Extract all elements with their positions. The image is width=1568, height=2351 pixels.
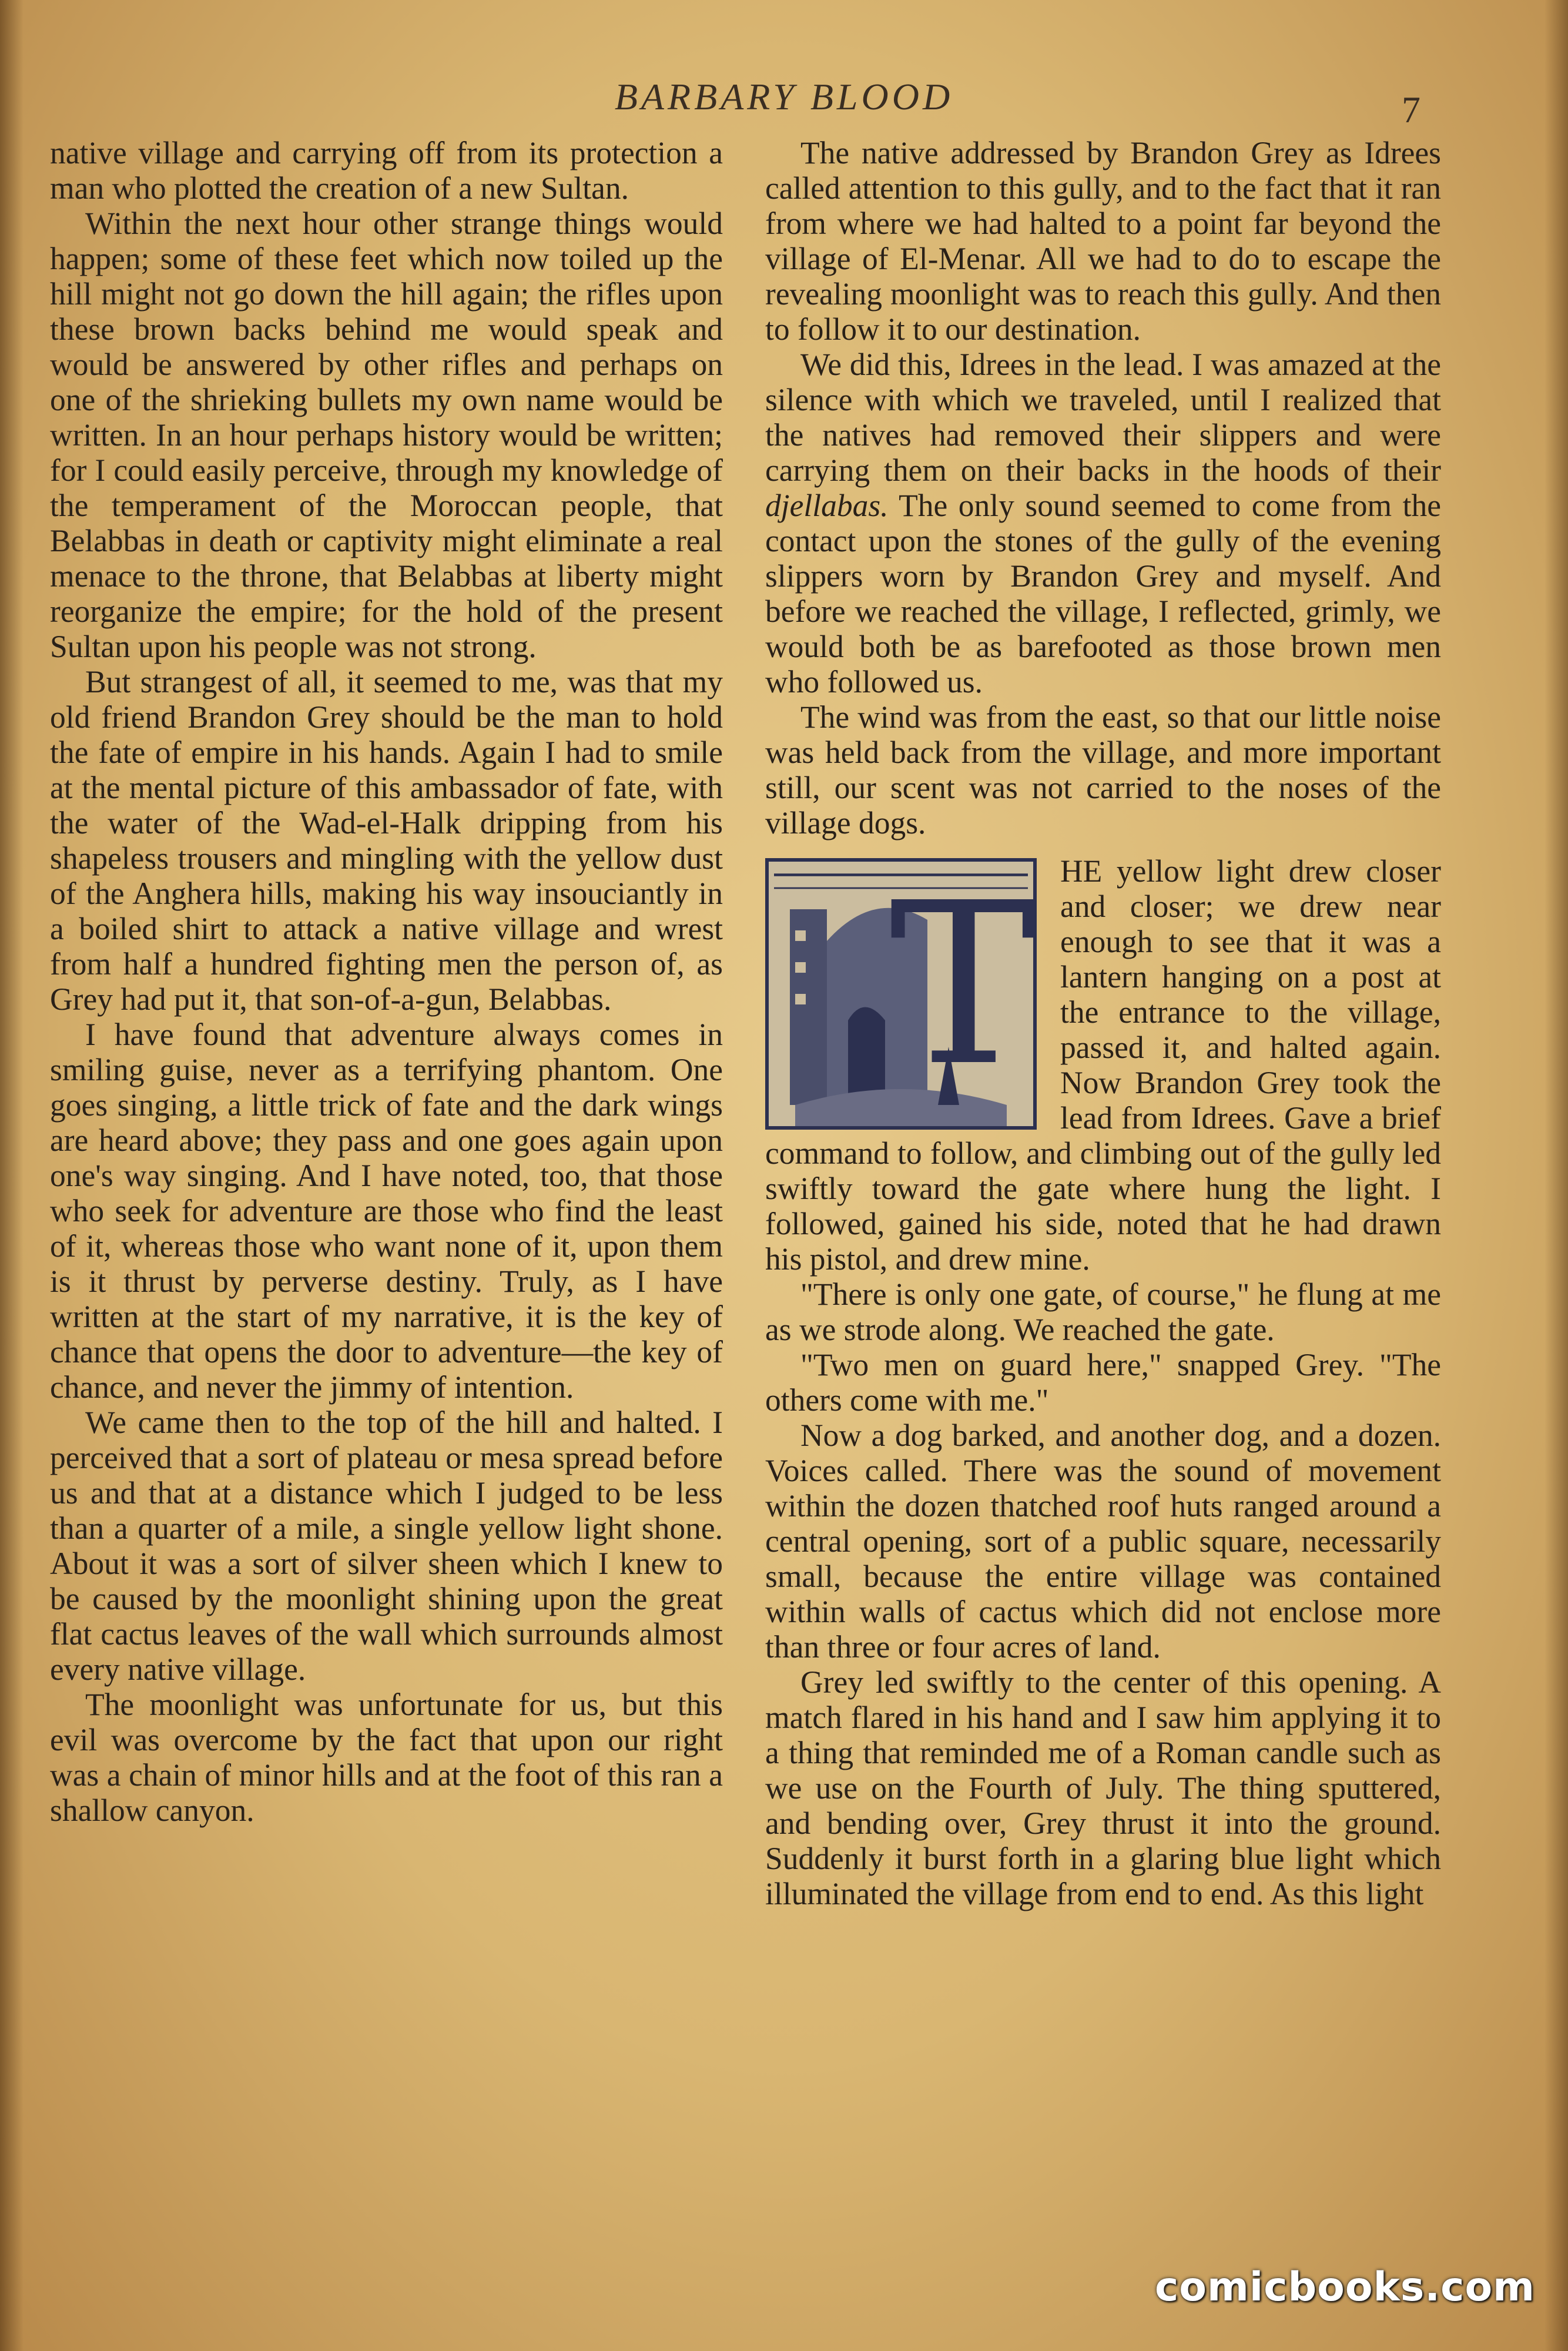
dropcap-letter: T: [889, 855, 1038, 1115]
paragraph: [765, 347, 1441, 699]
paragraph: The native addressed by Brandon Grey as Idrees called attention to this gully, and to the fact that it ran from where we had halted to a point far beyond the village of El-Menar. All we had to do to escape the revealing moonlight was to reach this gully. And then to follow it to our destination.: [765, 135, 1441, 347]
paragraph: Within the next hour other strange things would happen; some of these feet which now toiled up the hill might not go down the hill again; the rifles upon these brown backs behind me would speak and would be answered by other rifles and perhaps on one of the shrieking bullets my own name would be written. In an hour perhaps history would be written; for I could easily perceive, through my knowledge of the temperament of the Moroccan people, that Belabbas in death or captivity might eliminate a real menace to the throne, that Belabbas at liberty might reorganize the empire; for the hold of the present Sultan upon his people was not strong.: [50, 206, 723, 664]
page-number: 7: [1402, 89, 1420, 130]
paragraph: We came then to the top of the hill and halted. I perceived that a sort of plateau or mesa spread before us and that at a distance which I judged to be less than a quarter of a mile, a single yellow light shone. About it was a sort of silver sheen which I knew to be caused by the moonlight shining upon the great flat cactus leaves of the wall which surrounds almost every native village.: [50, 1405, 723, 1687]
running-title: BARBARY BLOOD: [614, 76, 954, 118]
paragraph: The moonlight was unfortunate for us, but this evil was overcome by the fact that upon our right was a chain of minor hills and at the foot of this ran a shallow canyon.: [50, 1687, 723, 1828]
italic-term: djellabas.: [765, 488, 889, 523]
paragraph: native village and carrying off from its protection a man who plotted the creation of a new Sultan.: [50, 135, 723, 206]
paragraph: The wind was from the east, so that our little noise was held back from the village, and more important still, our scent was not carried to the noses of the village dogs.: [765, 699, 1441, 840]
left-column: [50, 135, 723, 1828]
page-edge-shadow-left: [0, 0, 24, 2351]
paragraph-text: We did this, Idrees in the lead. I was amazed at the silence with which we traveled, until I realized that the natives had removed their slippers and were carrying them on their backs in the hoods of their: [765, 347, 1441, 488]
paragraph: But strangest of all, it seemed to me, was that my old friend Brandon Grey should be the man to hold the fate of empire in his hands. Again I had to smile at the mental picture of this ambassador of fate, with the water of the Wad-el-Halk dripping from his shapeless trousers and mingling with the yellow dust of the Anghera hills, making his way insouciantly in a boiled shirt to attack a native village and wrest from half a hundred fighting men the person of, as Grey had put it, that son-of-a-gun, Belabbas.: [50, 664, 723, 1017]
right-column: [765, 135, 1441, 1911]
watermark: comicbooks.com: [1155, 2264, 1536, 2310]
paragraph-text: HE yellow light drew closer and closer; we drew near enough to see that it was a lantern hanging on a post at the entrance to the village, passed it, and halted again. Now Brandon Grey took the lead from Idrees. Gave a brief command to follow, and climbing out of the gully led swiftly toward the gate where hung the light. I followed, gained his side, noted that he had drawn his pistol, and drew mine.: [765, 853, 1441, 1277]
dropcap-illustration: [765, 855, 1038, 1130]
paragraph: Now a dog barked, and another dog, and a dozen. Voices called. There was the sound of movement within the dozen thatched roof huts ranged around a central opening, sort of a public square, necessarily small, because the entire village was contained within walls of cactus which did not enclose more than three or four acres of land.: [765, 1418, 1441, 1665]
paragraph-text: The only sound seemed to come from the contact upon the stones of the gully of the evening slippers worn by Brandon Grey and myself. And before we reached the village, I reflected, grimly, we would both be as barefooted as those brown men who followed us.: [765, 488, 1441, 699]
paragraph: Grey led swiftly to the center of this opening. A match flared in his hand and I saw him applying it to a thing that reminded me of a Roman candle such as we use on the Fourth of July. The thing sputtered, and bending over, Grey thrust it into the ground. Suddenly it burst forth in a glaring blue light which illuminated the village from end to end. As this light: [765, 1665, 1441, 1911]
page-edge-shadow-right: [1544, 0, 1568, 2351]
dropcap-paragraph: [765, 853, 1441, 1277]
paragraph: "Two men on guard here," snapped Grey. "The others come with me.": [765, 1347, 1441, 1418]
paragraph: I have found that adventure always comes in smiling guise, never as a terrifying phantom. One goes singing, a little trick of fate and the dark wings are heard above; they pass and one goes again upon one's way singing. And I have noted, too, that those who seek for adventure are those who find the least of it, whereas those who want none of it, upon them is it thrust by perverse destiny. Truly, as I have written at the start of my narrative, it is the key of chance that opens the door to adventure—the key of chance, and never the jimmy of intention.: [50, 1017, 723, 1405]
paragraph: "There is only one gate, of course," he flung at me as we strode along. We reached the gate.: [765, 1277, 1441, 1347]
